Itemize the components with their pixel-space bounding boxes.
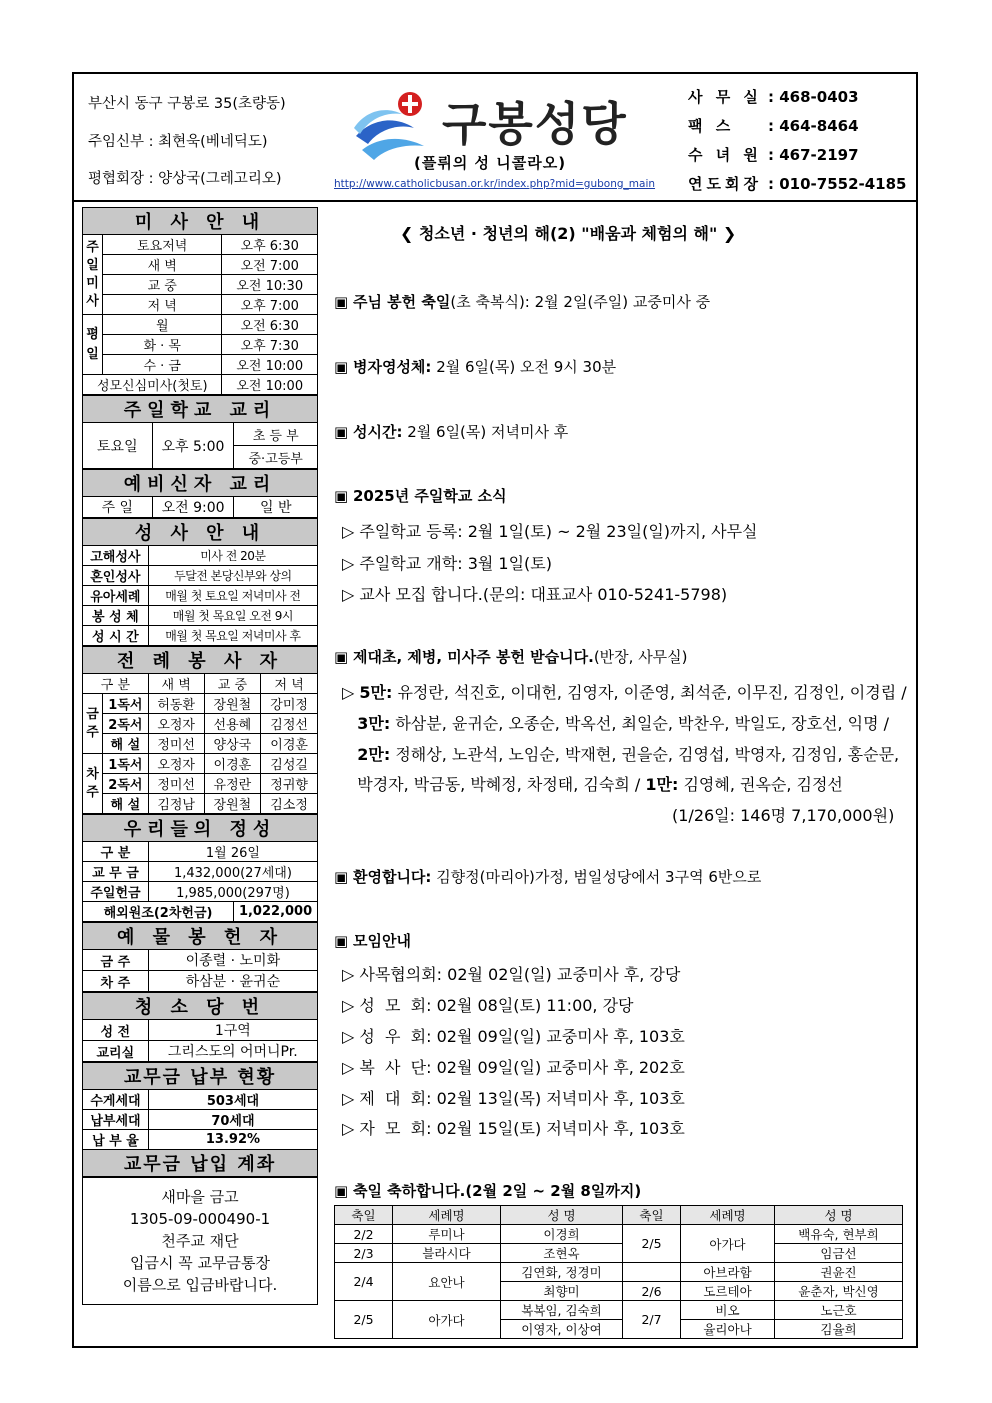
mass-title: 미 사 안 내	[83, 208, 318, 235]
church-patron: (플뤼의 성 니콜라오)	[414, 154, 567, 172]
server-role: 1독서	[102, 754, 148, 774]
servers-table	[82, 646, 318, 814]
feast-person: 김율희	[775, 1320, 903, 1339]
bullet-icon: ▣	[334, 487, 349, 505]
offering-date: 1월 26일	[148, 842, 317, 862]
donor-line: 2만: 정해상, 노관석, 노임순, 박재현, 권을순, 김영섭, 박영자, 김정임, 홍순문,	[357, 745, 900, 764]
server-name: 오정자	[148, 714, 204, 734]
mass-name: 수 · 금	[102, 355, 222, 375]
bank-line: 1305-09-000490-1	[129, 1210, 271, 1228]
convent-phone: 수 녀 원 : 467-2197	[688, 146, 859, 164]
offering-header: 구 분	[83, 842, 149, 862]
server-name: 김정선	[261, 714, 318, 734]
feast-day-table	[334, 1205, 903, 1339]
feast-saint: 루미나	[393, 1225, 501, 1244]
bank-line: 이름으로 입금바랍니다.	[122, 1276, 278, 1294]
feast-date: 2/7	[623, 1301, 681, 1339]
donor-total: (1/26일: 146명 7,170,000원)	[672, 806, 895, 825]
feast-person: 임금선	[775, 1244, 903, 1263]
server-name: 장원철	[204, 694, 261, 714]
offering-value: 1,432,000(27세대)	[148, 862, 317, 882]
server-name: 김정남	[148, 794, 204, 814]
feast-header: 세례명	[681, 1206, 775, 1225]
weekday-mass-label: 평일	[83, 315, 103, 375]
catechumen-time: 오전 9:00	[152, 497, 234, 518]
servers-header: 저 녁	[261, 674, 318, 694]
feast-saint: 도르테아	[681, 1282, 775, 1301]
mass-time: 오후 6:30	[222, 235, 318, 255]
feast-person: 최향미	[501, 1282, 623, 1301]
meeting-item: ▷ 사목협의회: 02월 02일(일) 교중미사 후, 강당	[342, 965, 681, 984]
notice-presentation-feast: ▣ 주님 봉헌 축일(초 축복식): 2월 2일(주일) 교중미사 중	[334, 293, 711, 311]
dues-label: 수게세대	[83, 1090, 149, 1110]
bullet-icon: ▣	[334, 423, 349, 441]
overseas-value: 1,022,000	[234, 902, 318, 922]
dues-value: 70세대	[148, 1110, 317, 1130]
dues-value: 13.92%	[148, 1130, 317, 1150]
feast-header: 성 명	[775, 1206, 903, 1225]
feast-header: 성 명	[501, 1206, 623, 1225]
cleaning-group: 그리스도의 어머니Pr.	[148, 1041, 317, 1062]
mass-time: 오전 10:00	[222, 355, 318, 375]
school-grade: 중·고등부	[234, 446, 318, 469]
server-role: 2독서	[102, 774, 148, 794]
feast-saint: 비오	[681, 1301, 775, 1320]
school-title: 주일학교 교리	[83, 396, 318, 423]
notice-altar-offering: ▣ 제대초, 제병, 미사주 봉헌 받습니다.(반장, 사무실)	[334, 648, 688, 666]
school-item: ▷ 주일학교 등록: 2월 1일(토) ~ 2월 23일(일)까지, 사무실	[342, 522, 758, 541]
server-name: 김성길	[261, 754, 318, 774]
dues-value: 503세대	[148, 1090, 317, 1110]
meeting-item: ▷ 자 모 회: 02월 15일(토) 저녁미사 후, 103호	[342, 1119, 685, 1138]
next-week-label: 차주	[83, 754, 103, 814]
pastor-name: 주임신부 : 최현욱(베네딕도)	[88, 134, 268, 150]
meeting-item: ▷ 성 모 회: 02월 08일(토) 11:00, 강당	[342, 996, 634, 1015]
donor-line: ▷ 5만: 유정란, 석진호, 이대헌, 김영자, 이준영, 최석준, 이무진, 김정인, 이경립 /	[342, 683, 907, 702]
mass-name: 저 녁	[102, 295, 222, 315]
feast-header: 축일	[623, 1206, 681, 1225]
sacrament-desc: 미사 전 20분	[148, 546, 317, 566]
cleaning-place: 성 전	[83, 1020, 149, 1041]
donor-names: 이종렬 · 노미화	[148, 950, 317, 971]
feast-saint: 아브라함	[681, 1263, 775, 1282]
bullet-icon: ▣	[334, 868, 349, 886]
offering-table	[82, 814, 318, 922]
feast-person: 윤춘자, 박신영	[775, 1282, 903, 1301]
mass-name: 교 중	[102, 275, 222, 295]
notice-meetings: ▣ 모임안내	[334, 932, 411, 950]
sacrament-name: 고해성사	[83, 546, 149, 566]
sidebar	[82, 207, 318, 1305]
offering-label: 교 무 금	[83, 862, 149, 882]
donor-line: 3만: 하삼분, 윤귀순, 오종순, 박옥선, 최일순, 박찬우, 박일도, 장호선, 익명 /	[357, 714, 890, 733]
meeting-item: ▷ 성 우 회: 02월 09일(일) 교중미사 후, 103호	[342, 1027, 685, 1046]
mass-time: 오전 6:30	[222, 315, 318, 335]
feast-header: 축일	[335, 1206, 393, 1225]
offering-title: 우리들의 정성	[83, 815, 318, 842]
feast-date: 2/4	[335, 1263, 393, 1301]
server-name: 강미정	[261, 694, 318, 714]
server-name: 이경훈	[204, 754, 261, 774]
feast-person: 권윤진	[775, 1263, 903, 1282]
header-divider	[72, 200, 918, 202]
mass-name: 성모신심미사(첫토)	[83, 375, 222, 395]
feast-person: 이경희	[501, 1225, 623, 1244]
server-role: 해 설	[102, 794, 148, 814]
server-role: 2독서	[102, 714, 148, 734]
notice-welcome: ▣ 환영합니다: 김향정(마리아)가정, 범일성당에서 3구역 6반으로	[334, 868, 762, 886]
bank-account-box	[82, 1177, 318, 1305]
server-name: 양상국	[204, 734, 261, 754]
feast-person: 김연화, 정경미	[501, 1263, 623, 1282]
mass-name: 새 벽	[102, 255, 222, 275]
catechumen-group: 일 반	[234, 497, 318, 518]
mass-time: 오후 7:30	[222, 335, 318, 355]
mass-time: 오전 7:00	[222, 255, 318, 275]
sunday-school-table	[82, 395, 318, 469]
funeral-chief-phone: 연도회장 : 010-7552-4185	[688, 175, 907, 193]
mass-time: 오전 10:30	[222, 275, 318, 295]
fax-number: 팩 스 : 464-8464	[688, 117, 859, 135]
dues-label: 납 부 율	[83, 1130, 149, 1150]
notice-feast-days: ▣ 축일 축하합니다.(2월 2일 ~ 2월 8일까지)	[334, 1182, 642, 1200]
bank-title: 교무금 납입 계좌	[83, 1150, 318, 1177]
notice-sick-communion: ▣ 병자영성체: 2월 6일(목) 오전 9시 30분	[334, 358, 617, 376]
servers-header: 구 분	[83, 674, 149, 694]
sacrament-desc: 매월 첫 목요일 오전 9시	[148, 606, 317, 626]
feast-date: 2/2	[335, 1225, 393, 1244]
bullet-icon: ▣	[334, 1182, 349, 1200]
dues-label: 납부세대	[83, 1110, 149, 1130]
main-title: ❮ 청소년 · 청년의 해(2) "배움과 체험의 해" ❯	[400, 224, 737, 243]
servers-title: 전 례 봉 사 자	[83, 647, 318, 674]
catechumen-title: 예비신자 교리	[83, 470, 318, 497]
school-grade: 초 등 부	[234, 423, 318, 446]
feast-header: 세례명	[393, 1206, 501, 1225]
cleaning-table	[82, 992, 318, 1062]
cleaning-group: 1구역	[148, 1020, 317, 1041]
donor-line: 박경자, 박금동, 박혜정, 차정태, 김숙희 / 1만: 김영혜, 권옥순, 김정선	[357, 775, 843, 794]
mass-name: 월	[102, 315, 222, 335]
church-name: 구봉성당	[442, 97, 628, 151]
offering-label: 주일헌금	[83, 882, 149, 902]
server-name: 장원철	[204, 794, 261, 814]
notice-holy-hour: ▣ 성시간: 2월 6일(목) 저녁미사 후	[334, 423, 569, 441]
server-name: 정미선	[148, 774, 204, 794]
feast-person: 노근호	[775, 1301, 903, 1320]
feast-date: 2/5	[335, 1301, 393, 1339]
meeting-item: ▷ 제 대 회: 02월 13일(목) 저녁미사 후, 103호	[342, 1089, 685, 1108]
bullet-icon: ▣	[334, 932, 349, 950]
bank-line: 새마을 금고	[161, 1188, 239, 1206]
feast-date: 2/5	[623, 1225, 681, 1263]
server-name: 선용혜	[204, 714, 261, 734]
server-name: 유정란	[204, 774, 261, 794]
sunday-mass-label: 주일미사	[83, 235, 103, 315]
feast-person: 이영자, 이상여	[501, 1320, 623, 1339]
school-item: ▷ 주일학교 개학: 3월 1일(토)	[342, 554, 552, 573]
sacraments-title: 성 사 안 내	[83, 519, 318, 546]
feast-saint: 요안나	[393, 1263, 501, 1301]
servers-header: 새 벽	[148, 674, 204, 694]
school-time: 오후 5:00	[152, 423, 234, 469]
church-website-link[interactable]: http://www.catholicbusan.or.kr/index.php?mid=gubong_main	[334, 178, 656, 190]
church-address: 부산시 동구 구봉로 35(초량동)	[88, 96, 286, 112]
sacrament-name: 성 시 간	[83, 626, 149, 646]
servers-header: 교 중	[204, 674, 261, 694]
feast-person: 조현옥	[501, 1244, 623, 1263]
feast-date: 2/3	[335, 1244, 393, 1263]
feast-date: 2/6	[623, 1282, 681, 1301]
server-name: 정미선	[148, 734, 204, 754]
donor-names: 하삼분 · 윤귀순	[148, 971, 317, 992]
mass-time: 오전 10:00	[222, 375, 318, 395]
catechumen-day: 주 일	[83, 497, 153, 518]
dues-table	[82, 1062, 318, 1177]
feast-date-empty	[623, 1263, 681, 1282]
sacrament-desc: 두달전 본당신부와 상의	[148, 566, 317, 586]
dues-title: 교무금 납부 현황	[83, 1063, 318, 1090]
donor-week: 차 주	[83, 971, 149, 992]
mass-schedule-table	[82, 207, 318, 395]
server-name: 이경훈	[261, 734, 318, 754]
mass-name: 화 · 목	[102, 335, 222, 355]
feast-saint: 블라시다	[393, 1244, 501, 1263]
sacrament-name: 유아세례	[83, 586, 149, 606]
server-name: 오정자	[148, 754, 204, 774]
bank-line: 입금시 꼭 교무금통장	[130, 1254, 270, 1272]
donor-week: 금 주	[83, 950, 149, 971]
office-phone: 사 무 실 : 468-0403	[688, 88, 859, 106]
bullet-icon: ▣	[334, 648, 349, 666]
meeting-item: ▷ 복 사 단: 02월 09일(일) 교중미사 후, 202호	[342, 1058, 685, 1077]
sacrament-name: 봉 성 체	[83, 606, 149, 626]
mass-name: 토요저녁	[102, 235, 222, 255]
council-president: 평협회장 : 양상국(그레고리오)	[88, 171, 282, 187]
server-name: 정귀향	[261, 774, 318, 794]
this-week-label: 금주	[83, 694, 103, 754]
sacraments-table	[82, 518, 318, 646]
mass-time: 오후 7:00	[222, 295, 318, 315]
donors-title: 예 물 봉 헌 자	[83, 923, 318, 950]
feast-saint: 율리아나	[681, 1320, 775, 1339]
cleaning-place: 교리실	[83, 1041, 149, 1062]
bullet-icon: ▣	[334, 358, 349, 376]
server-name: 허동환	[148, 694, 204, 714]
offering-value: 1,985,000(297명)	[148, 882, 317, 902]
feast-saint: 아가다	[681, 1225, 775, 1263]
server-name: 김소정	[261, 794, 318, 814]
feast-saint: 아가다	[393, 1301, 501, 1339]
bank-line: 천주교 재단	[161, 1232, 239, 1250]
sacrament-name: 혼인성사	[83, 566, 149, 586]
server-role: 해 설	[102, 734, 148, 754]
feast-person: 백유숙, 현부희	[775, 1225, 903, 1244]
feast-person: 복복임, 김숙희	[501, 1301, 623, 1320]
catechumen-table	[82, 469, 318, 518]
sacrament-desc: 매월 첫 토요일 저녁미사 전	[148, 586, 317, 606]
server-role: 1독서	[102, 694, 148, 714]
donors-table	[82, 922, 318, 992]
sacrament-desc: 매월 첫 목요일 저녁미사 후	[148, 626, 317, 646]
school-item: ▷ 교사 모집 합니다.(문의: 대표교사 010-5241-5798)	[342, 585, 728, 604]
bullet-icon: ▣	[334, 293, 349, 311]
notice-sunday-school: ▣ 2025년 주일학교 소식	[334, 487, 507, 505]
cleaning-title: 청 소 당 번	[83, 993, 318, 1020]
school-day: 토요일	[83, 423, 153, 469]
overseas-label: 해외원조(2차헌금)	[83, 902, 234, 922]
